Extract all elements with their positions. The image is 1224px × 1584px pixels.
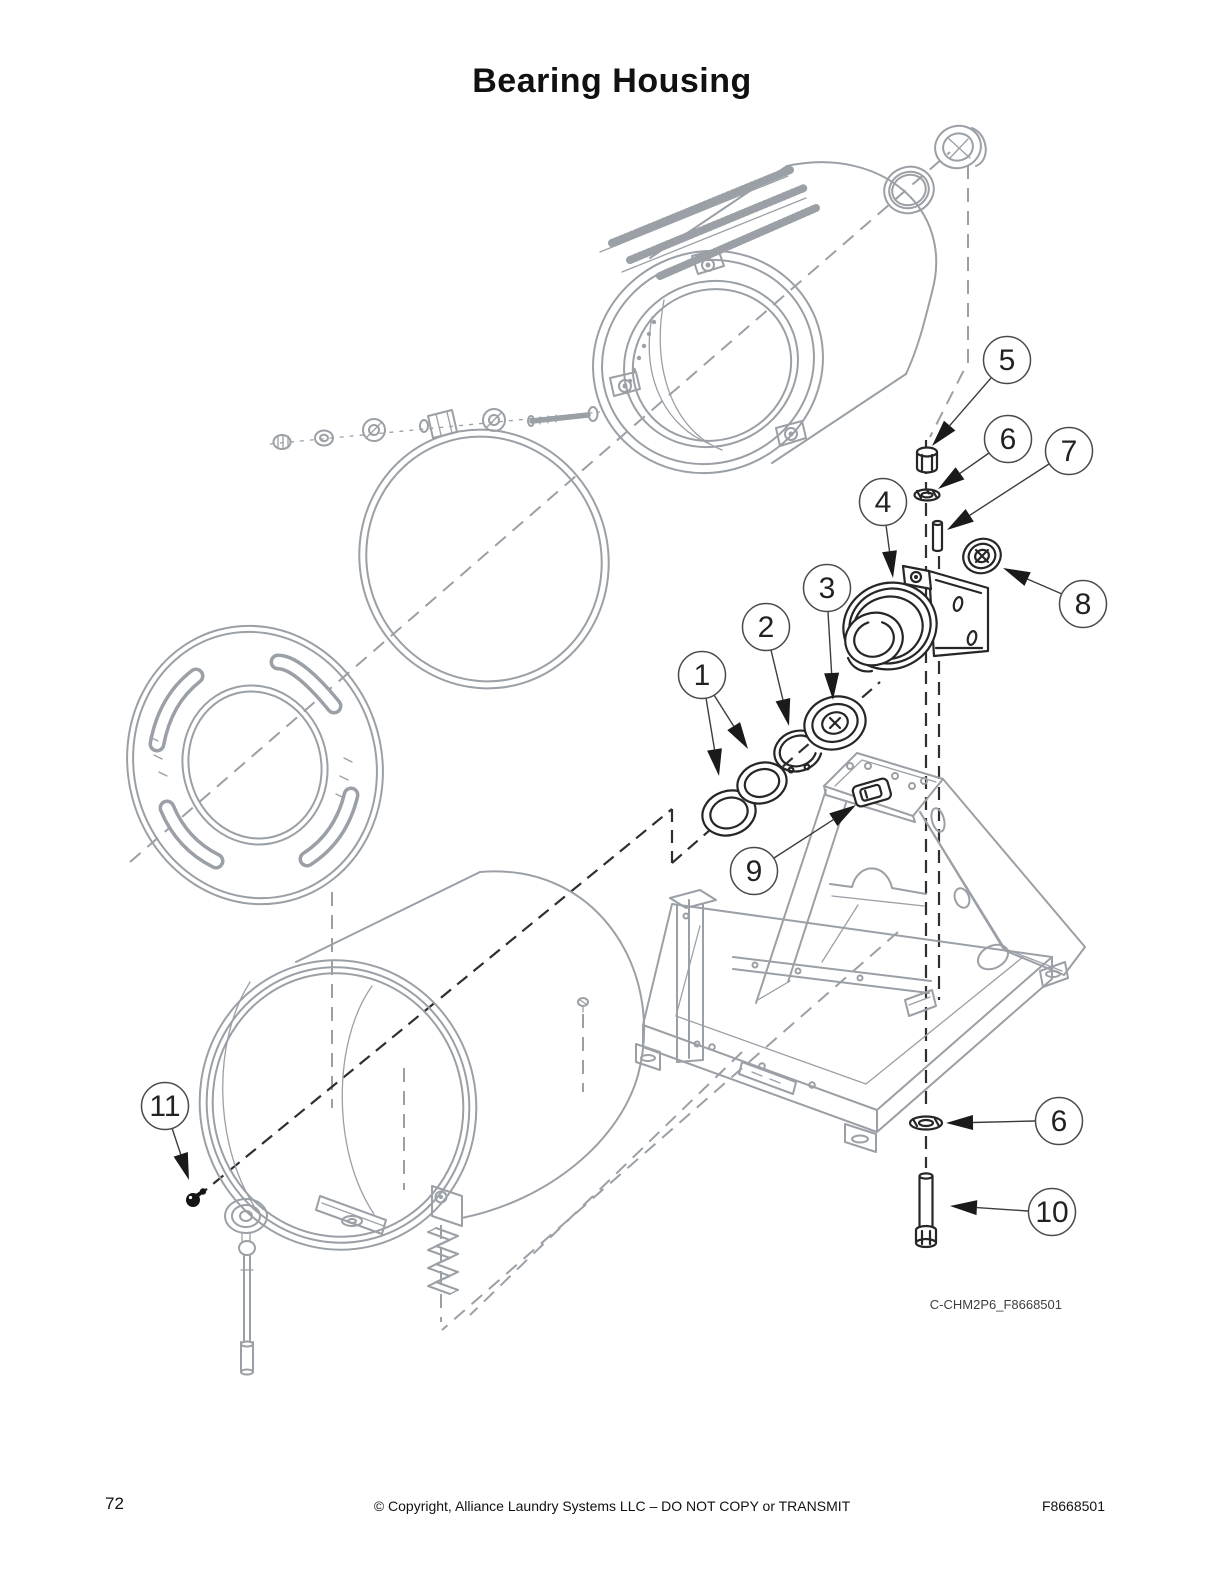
spacer-pin xyxy=(933,521,942,551)
lock-washer-lower xyxy=(910,1117,942,1130)
callout-4-balloon xyxy=(860,479,907,526)
front-bearing xyxy=(797,689,872,758)
bolt xyxy=(916,1173,936,1247)
clamp-band xyxy=(323,394,645,723)
callout-5-label: 5 xyxy=(998,344,1016,377)
callout-3-balloon xyxy=(804,565,851,612)
callout-6-lower-balloon xyxy=(1036,1098,1083,1145)
inner-basket-cylinder xyxy=(173,871,644,1374)
shaft-seal-pair xyxy=(697,756,792,842)
grease-fitting xyxy=(186,1188,206,1207)
callout-6-lower-label: 6 xyxy=(1050,1105,1068,1138)
callout-3-label: 3 xyxy=(818,572,836,605)
callout-10-balloon xyxy=(1029,1189,1076,1236)
callout-8-label: 8 xyxy=(1074,588,1092,621)
page-title: Bearing Housing xyxy=(472,62,752,100)
callout-1-balloon xyxy=(679,652,726,699)
rear-bearing-plate xyxy=(96,597,414,933)
callout-4-label: 4 xyxy=(874,486,892,519)
rear-bearing xyxy=(958,534,1005,579)
axis-lines-black xyxy=(197,440,939,1197)
bearing-housing xyxy=(832,566,988,681)
callout-7-label: 7 xyxy=(1060,435,1078,468)
callout-11-label: 11 xyxy=(149,1090,181,1123)
callout-2-label: 2 xyxy=(757,611,775,644)
frame-clip xyxy=(852,777,892,807)
nut xyxy=(917,448,937,473)
callout-9-label: 9 xyxy=(745,855,763,888)
small-screw xyxy=(578,998,588,1012)
document-number: F8668501 xyxy=(1041,1498,1105,1514)
callout-11-balloon xyxy=(142,1083,189,1130)
figure-code: C-CHM2P6_F8668501 xyxy=(929,1297,1062,1312)
callout-9-balloon xyxy=(731,848,778,895)
callout-1-label: 1 xyxy=(693,659,711,692)
page-footer xyxy=(0,1492,1224,1532)
callout-6-upper-balloon xyxy=(985,416,1032,463)
drum-shaft-assembly xyxy=(225,1199,267,1375)
callout-8-balloon xyxy=(1060,581,1107,628)
lock-washer-upper xyxy=(915,490,940,501)
callout-7-balloon xyxy=(1046,428,1093,475)
page-number: 72 xyxy=(105,1494,124,1513)
callout-5-balloon xyxy=(984,337,1031,384)
copyright-text: © Copyright, Alliance Laundry Systems LLC – DO NOT COPY or TRANSMIT xyxy=(373,1498,851,1514)
callout-6-upper-label: 6 xyxy=(999,423,1017,456)
bearing-cap xyxy=(930,121,985,173)
callout-2-balloon xyxy=(743,604,790,651)
callout-10-label: 10 xyxy=(1035,1196,1069,1229)
